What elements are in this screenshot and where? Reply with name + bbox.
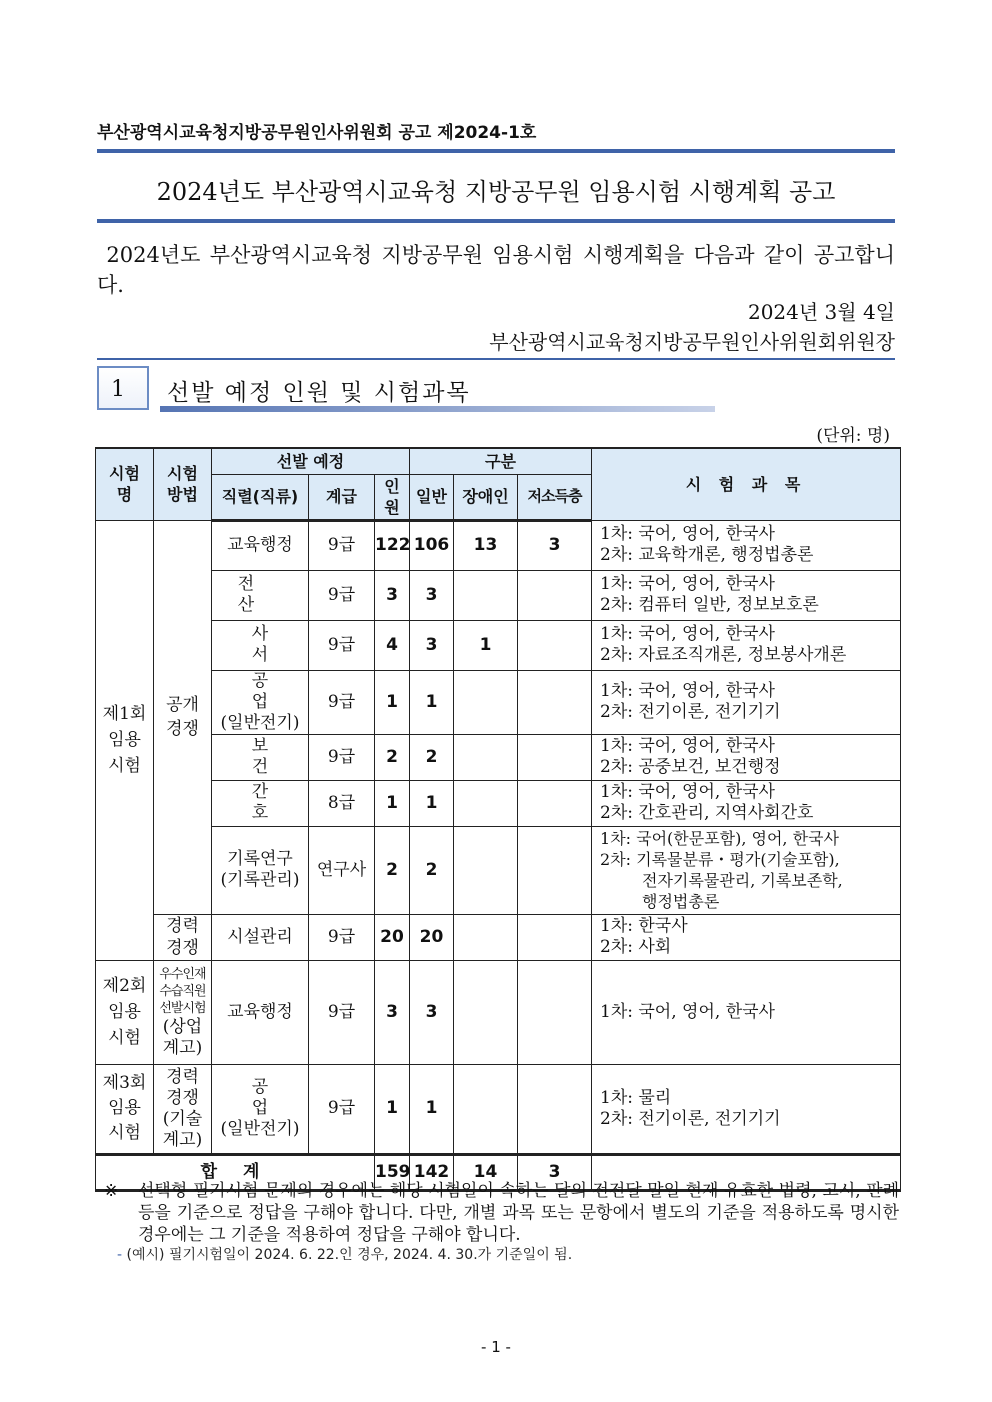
general-cell: 106	[410, 520, 454, 570]
note-mark: ※	[104, 1181, 119, 1201]
example-note	[117, 1244, 572, 1264]
table-row	[96, 620, 901, 670]
position-cell: 기록연구 (기록관리)	[212, 826, 309, 914]
count-cell: 2	[375, 734, 410, 780]
total-label: 합 계	[96, 1154, 375, 1190]
general-cell: 1	[410, 780, 454, 826]
document-title: 2024년도 부산광역시교육청 지방공무원 임용시험 시행계획 공고	[156, 178, 836, 206]
low-income-cell	[518, 960, 592, 1064]
position-cell	[212, 570, 309, 620]
grade-cell: 9급	[309, 734, 375, 780]
low-income-cell	[518, 670, 592, 734]
example-dash: -	[117, 1247, 123, 1263]
selection-table	[95, 447, 901, 1192]
table-row	[96, 734, 901, 780]
header-count: 인 원	[375, 474, 410, 520]
disabled-cell	[454, 826, 518, 914]
count-cell: 3	[375, 570, 410, 620]
header-division: 구분	[410, 448, 592, 474]
exam-name-cell: 제1회 임용 시험	[96, 520, 154, 960]
header-plan: 선발 예정	[212, 448, 410, 474]
disabled-cell	[454, 734, 518, 780]
subjects-cell: 1차: 국어, 영어, 한국사 2차: 자료조직개론, 정보봉사개론	[592, 620, 901, 670]
position-cell: 공업 (일반전기)	[212, 670, 309, 734]
table-row	[96, 520, 901, 570]
title-rule	[97, 219, 895, 223]
count-cell: 1	[375, 670, 410, 734]
general-cell: 2	[410, 734, 454, 780]
header-grade: 계급	[309, 474, 375, 520]
intro-text: 2024년도 부산광역시교육청 지방공무원 임용시험 시행계획을 다음과 같이 공고합니다.	[97, 243, 895, 297]
disabled-cell: 1	[454, 620, 518, 670]
disabled-cell	[454, 670, 518, 734]
table-row	[96, 914, 901, 960]
low-income-cell	[518, 914, 592, 960]
low-income-cell	[518, 734, 592, 780]
disabled-cell: 13	[454, 520, 518, 570]
section-number: 1	[97, 366, 149, 410]
position-cell: 시설관리	[212, 914, 309, 960]
position-cell: 교육행정	[212, 960, 309, 1064]
issuer: 부산광역시교육청지방공무원인사위원회위원장	[489, 330, 895, 354]
disabled-cell	[454, 914, 518, 960]
grade-cell: 연구사	[309, 826, 375, 914]
grade-cell: 9급	[309, 520, 375, 570]
subjects-cell: 1차: 국어, 영어, 한국사 2차: 전기이론, 전기기기	[592, 670, 901, 734]
method-cell: 우수인재 수습직원 선발시험 (상업 계고)	[154, 960, 212, 1064]
count-cell: 122	[375, 520, 410, 570]
total-low-income: 3	[518, 1154, 592, 1190]
grade-cell: 9급	[309, 1064, 375, 1154]
disabled-cell	[454, 780, 518, 826]
position-text: 사서	[251, 624, 297, 665]
general-cell: 3	[410, 620, 454, 670]
method-cell: 경력 경쟁	[154, 914, 212, 960]
table-row	[96, 780, 901, 826]
header-disabled: 장애인	[454, 474, 518, 520]
note-text: 선택형 필기시험 문제의 경우에는 해당 시험일이 속하는 달의 전전달 말일 현재 유효한 법령, 고시, 판례 등을 기준으로 정답을 구해야 합니다. 다만, 개별 과목 또는 문항에서 별도의 기준을 적용하도록 명시한 경우에는 그 기준을 적용하여 정답을 구해야 합니다.	[138, 1181, 899, 1245]
page-number: - 1 -	[481, 1338, 511, 1356]
table-row	[96, 1064, 901, 1154]
total-disabled: 14	[454, 1154, 518, 1190]
grade-cell: 9급	[309, 960, 375, 1064]
low-income-cell	[518, 570, 592, 620]
grade-cell: 9급	[309, 670, 375, 734]
table-row	[96, 570, 901, 620]
header-low-income: 저소득층	[518, 474, 592, 520]
method-cell: 공개 경쟁	[154, 520, 212, 914]
section-rule	[97, 358, 895, 360]
subjects-cell: 1차: 국어, 영어, 한국사 2차: 간호관리, 지역사회간호	[592, 780, 901, 826]
general-cell: 20	[410, 914, 454, 960]
disabled-cell	[454, 960, 518, 1064]
exam-name-cell: 제2회 임용 시험	[96, 960, 154, 1064]
total-general: 142	[410, 1154, 454, 1190]
position-cell: 보건	[212, 734, 309, 780]
count-cell: 3	[375, 960, 410, 1064]
section-underline	[160, 406, 715, 412]
header-exam-method: 시험 방법	[154, 448, 212, 520]
low-income-cell: 3	[518, 520, 592, 570]
header-subjects: 시 험 과 목	[592, 448, 901, 520]
low-income-cell	[518, 780, 592, 826]
subjects-cell: 1차: 물리 2차: 전기이론, 전기기기	[592, 1064, 901, 1154]
table-row	[96, 670, 901, 734]
low-income-cell	[518, 620, 592, 670]
grade-cell: 9급	[309, 620, 375, 670]
section-title: 선발 예정 인원 및 시험과목	[167, 380, 471, 406]
count-cell: 1	[375, 1064, 410, 1154]
subjects-cell: 1차: 국어, 영어, 한국사	[592, 960, 901, 1064]
table-row	[96, 826, 901, 914]
header-position: 직렬(직류)	[212, 474, 309, 520]
general-cell: 1	[410, 670, 454, 734]
position-cell	[212, 620, 309, 670]
disabled-cell	[454, 1064, 518, 1154]
grade-cell: 8급	[309, 780, 375, 826]
position-cell: 공업 (일반전기)	[212, 1064, 309, 1154]
top-rule	[97, 149, 895, 153]
general-cell: 2	[410, 826, 454, 914]
grade-cell: 9급	[309, 914, 375, 960]
disabled-cell	[454, 570, 518, 620]
unit-label: (단위: 명)	[816, 426, 890, 446]
example-text: (예시) 필기시험일이 2024. 6. 22.인 경우, 2024. 4. 30.가 기준일이 됨.	[126, 1247, 573, 1263]
position-cell: 간호	[212, 780, 309, 826]
method-cell: 경력 경쟁 (기술 계고)	[154, 1064, 212, 1154]
subjects-cell: 1차: 국어, 영어, 한국사 2차: 교육학개론, 행정법총론	[592, 520, 901, 570]
count-cell: 20	[375, 914, 410, 960]
grade-cell: 9급	[309, 570, 375, 620]
subjects-cell: 1차: 한국사 2차: 사회	[592, 914, 901, 960]
low-income-cell	[518, 1064, 592, 1154]
low-income-cell	[518, 826, 592, 914]
general-cell: 3	[410, 960, 454, 1064]
footnote	[104, 1180, 899, 1246]
general-cell: 3	[410, 570, 454, 620]
intro-paragraph	[97, 240, 895, 300]
count-cell: 1	[375, 780, 410, 826]
general-cell: 1	[410, 1064, 454, 1154]
table-row	[96, 960, 901, 1064]
subjects-cell: 1차: 국어, 영어, 한국사 2차: 컴퓨터 일반, 정보보호론	[592, 570, 901, 620]
count-cell: 2	[375, 826, 410, 914]
header-exam-name: 시험 명	[96, 448, 154, 520]
exam-name-cell: 제3회 임용 시험	[96, 1064, 154, 1154]
notice-date: 2024년 3월 4일	[747, 300, 895, 324]
count-cell: 4	[375, 620, 410, 670]
header-general: 일반	[410, 474, 454, 520]
notice-number: 부산광역시교육청지방공무원인사위원회 공고 제2024-1호	[97, 123, 537, 143]
subjects-cell: 1차: 국어(한문포함), 영어, 한국사 2차: 기록물분류・평가(기술포함), 전자기록물관리, 기록보존학, 행정법총론	[592, 826, 901, 914]
position-text: 전산	[237, 574, 283, 615]
total-count: 159	[375, 1154, 410, 1190]
position-cell: 교육행정	[212, 520, 309, 570]
subjects-cell: 1차: 국어, 영어, 한국사 2차: 공중보건, 보건행정	[592, 734, 901, 780]
